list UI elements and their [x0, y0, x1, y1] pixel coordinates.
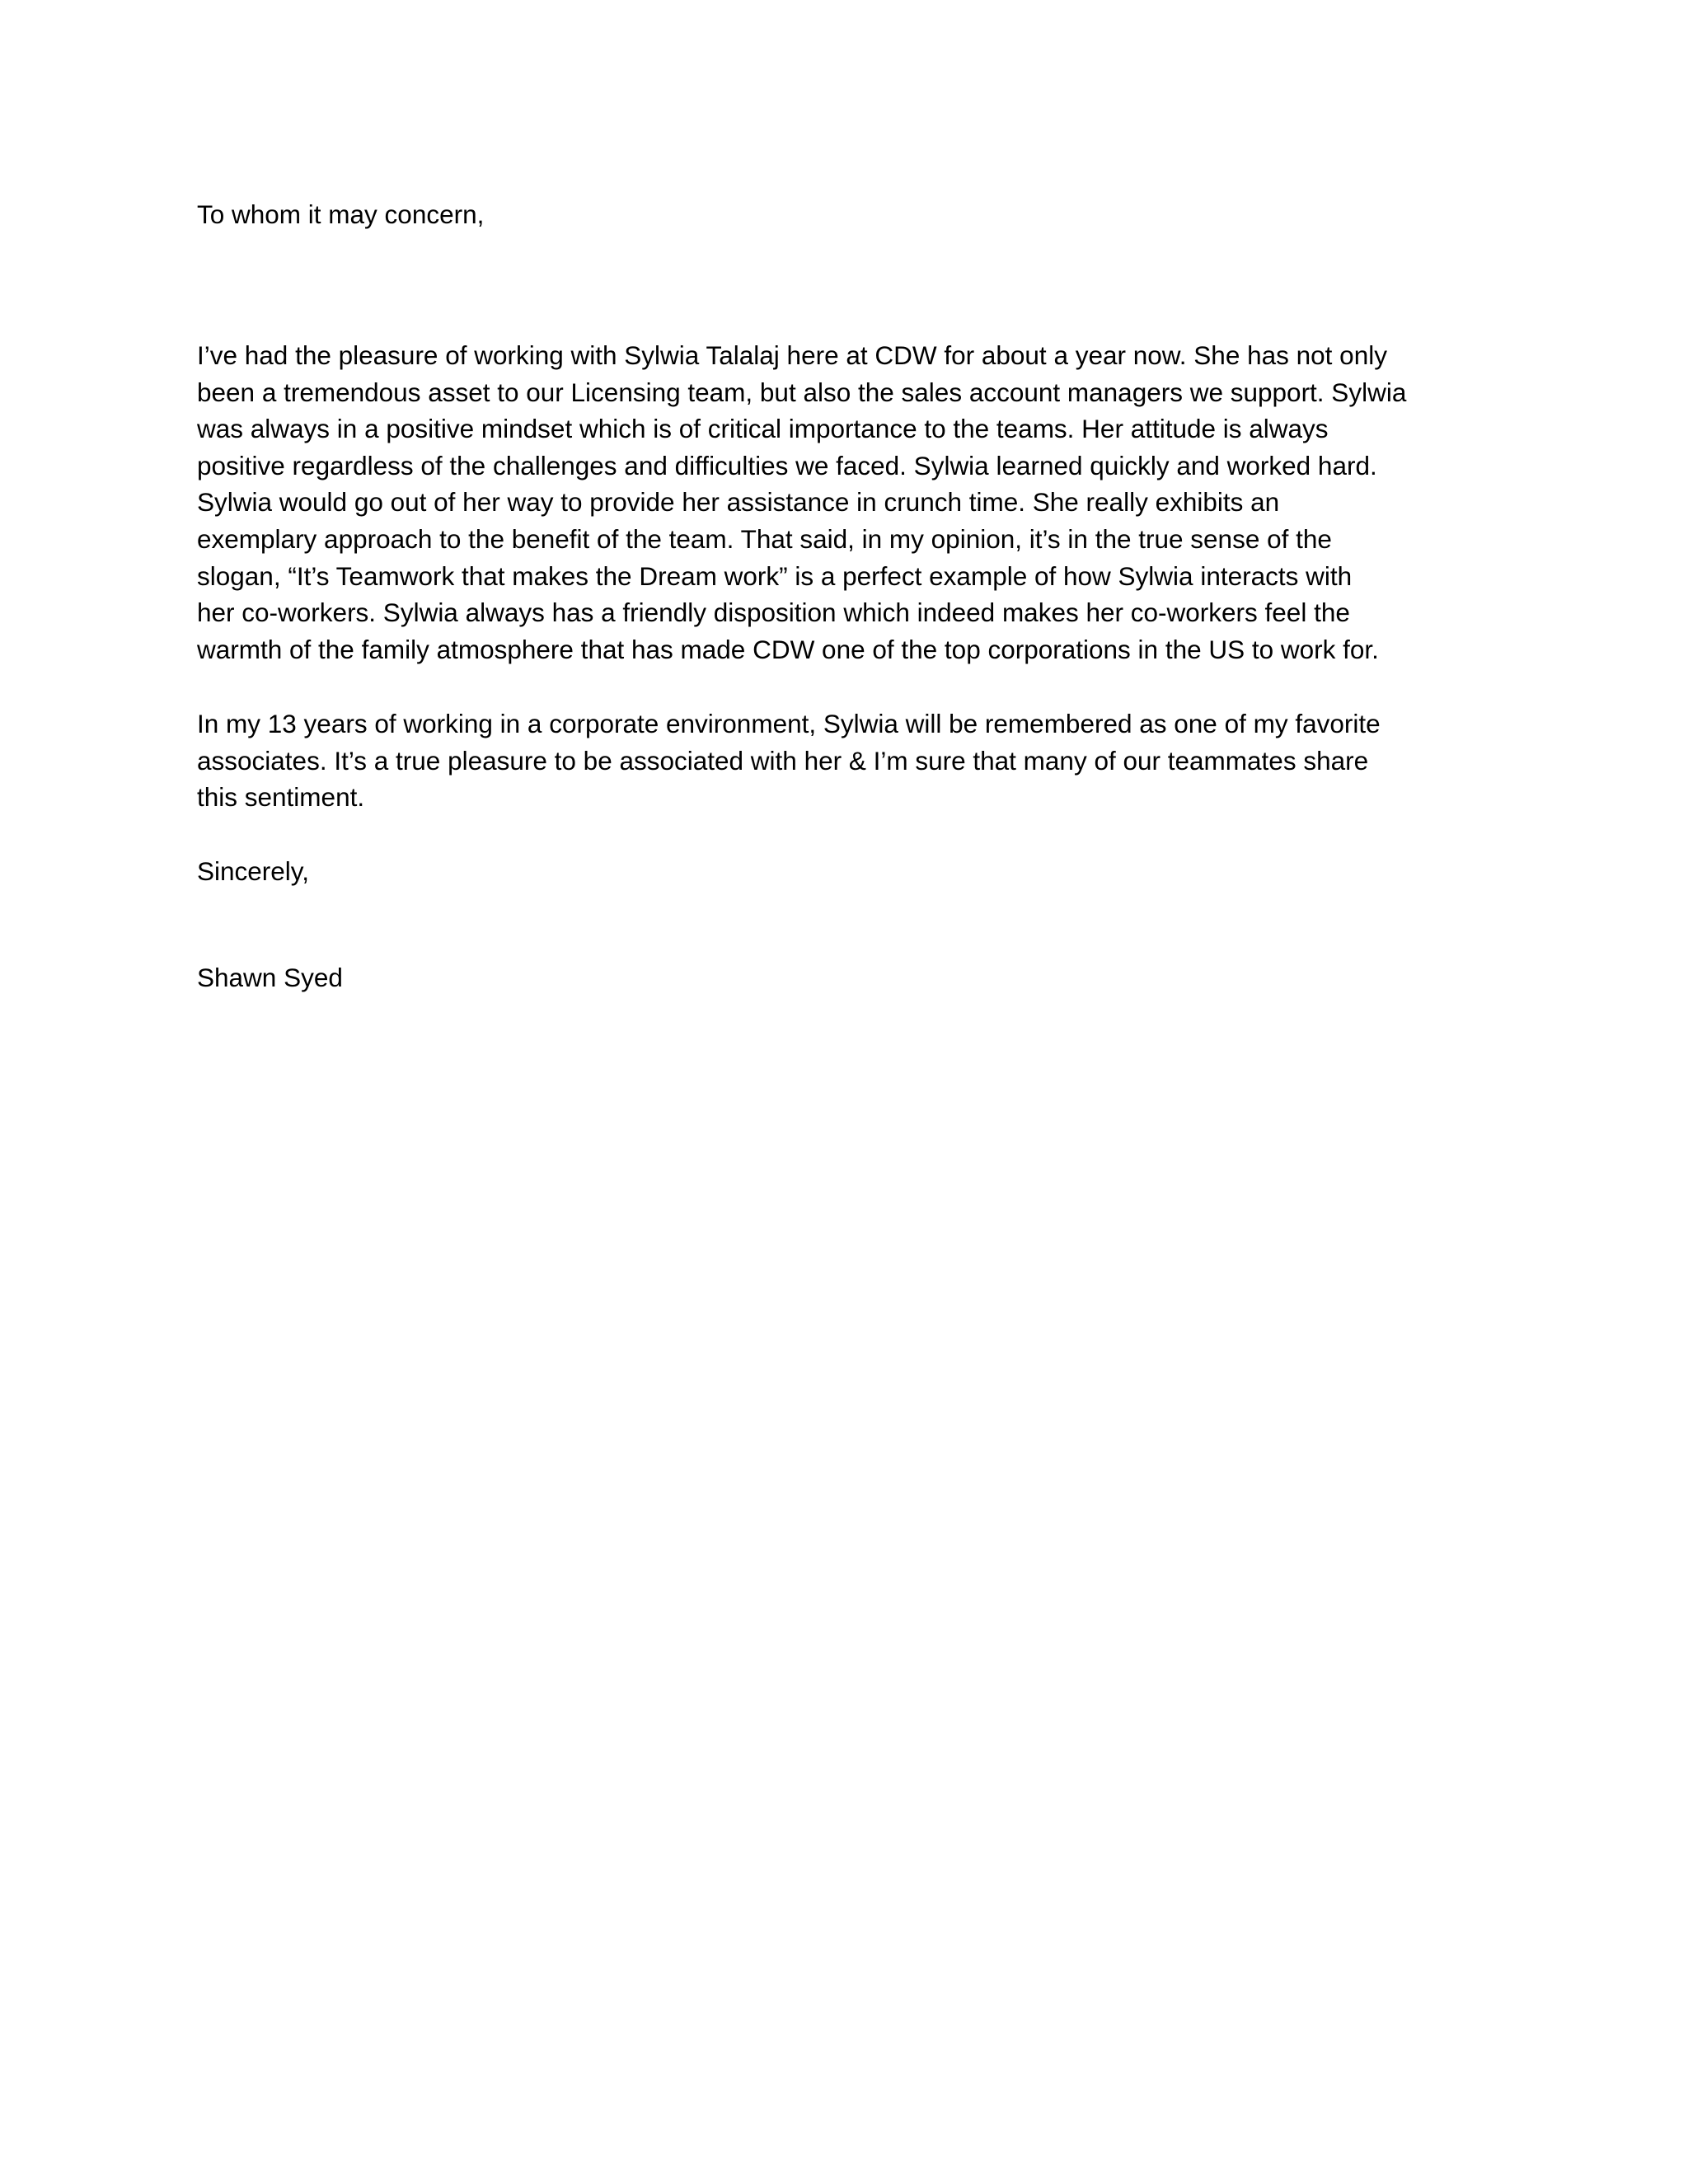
- paragraph-line: was always in a positive mindset which is of critical importance to the teams. Her attitude is always: [197, 414, 1329, 444]
- paragraph-line: this sentiment.: [197, 782, 365, 813]
- paragraph-line: slogan, “It’s Teamwork that makes the Dream work” is a perfect example of how Sylwia interacts with: [197, 560, 1353, 591]
- paragraph-line: exemplary approach to the benefit of the team. That said, in my opinion, it’s in the true sense of the: [197, 523, 1332, 554]
- signature-name: Shawn Syed: [197, 963, 343, 992]
- salutation: To whom it may concern,: [197, 199, 485, 229]
- closing: Sincerely,: [197, 856, 309, 886]
- paragraph-1: [197, 337, 1406, 668]
- paragraph-2: [197, 705, 1381, 816]
- paragraph-line: positive regardless of the challenges and difficulties we faced. Sylwia learned quickly and worked hard.: [197, 450, 1377, 480]
- paragraph-line: In my 13 years of working in a corporate environment, Sylwia will be remembered as one of my favorite: [197, 709, 1381, 738]
- paragraph-line: associates. It’s a true pleasure to be associated with her & I’m sure that many of our teammates share: [197, 745, 1369, 776]
- paragraph-line: I’ve had the pleasure of working with Sylwia Talalaj here at CDW for about a year now. She has not only: [197, 340, 1387, 370]
- paragraph-line: Sylwia would go out of her way to provide her assistance in crunch time. She really exhibits an: [197, 487, 1280, 518]
- paragraph-line: her co-workers. Sylwia always has a friendly disposition which indeed makes her co-workers feel the: [197, 598, 1350, 628]
- letter-body: [197, 196, 1499, 992]
- paragraph-line: warmth of the family atmosphere that has made CDW one of the top corporations in the US to work for.: [197, 634, 1379, 664]
- paragraph-line: been a tremendous asset to our Licensing team, but also the sales account managers we support. Sylwia: [197, 377, 1407, 407]
